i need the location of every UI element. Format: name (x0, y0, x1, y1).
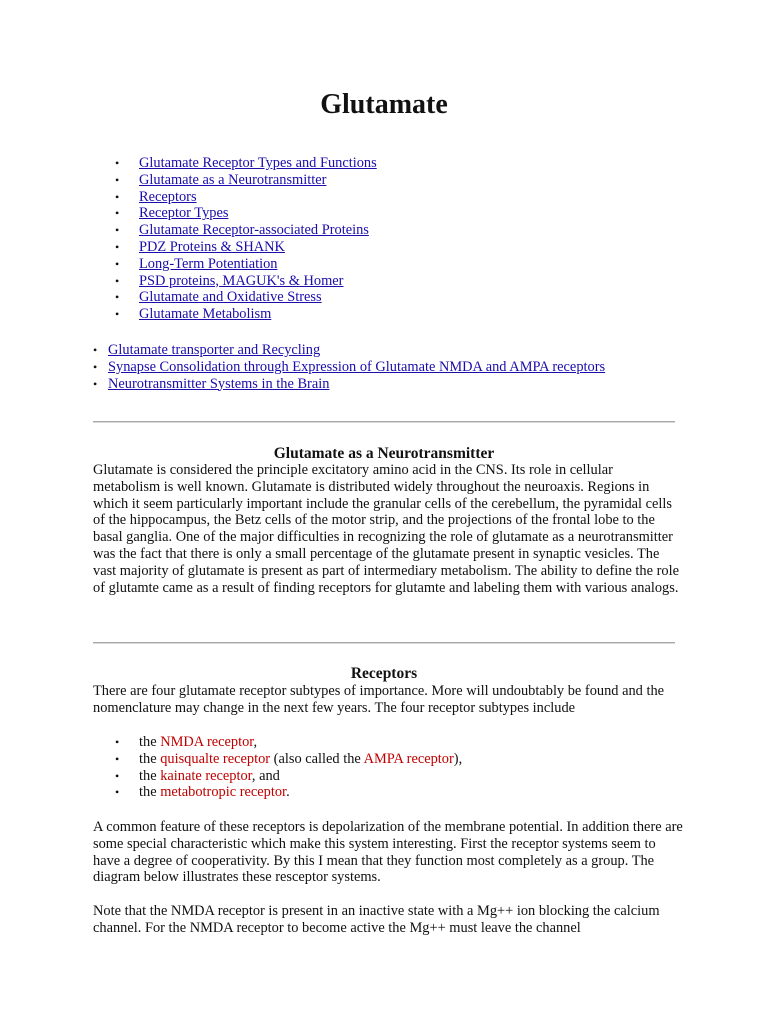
bullet-icon: • (115, 768, 120, 783)
toc-link-pdz-shank[interactable]: PDZ Proteins & SHANK (139, 238, 285, 255)
list-item (93, 358, 606, 376)
bullet-icon: • (115, 307, 120, 322)
list-text: ), (453, 750, 463, 767)
cooperativity-paragraph: A common feature of these receptors is depolarization of the membrane potential. In addition there are some special characteristic which make this system interesting. First the receptor systems seem to have a degree of cooperativity. By this I mean that they function most completely as a group. The diagram below illustrates these resceptor systems. (93, 819, 683, 886)
list-text: , and (251, 767, 280, 784)
bullet-icon: • (93, 359, 98, 374)
kainate-receptor-term: kainate receptor (160, 767, 252, 784)
bullet-icon: • (115, 156, 120, 170)
bullet-icon: • (115, 273, 120, 288)
list-item (115, 767, 462, 785)
bullet-icon: • (115, 239, 120, 254)
list-item (115, 205, 377, 222)
receptors-intro-paragraph: There are four glutamate receptor subtypes of importance. More will undoubtably be found and the nomenclature may change in the next few years. The four receptor subtypes include (93, 683, 665, 716)
toc-link-associated-proteins[interactable]: Glutamate Receptor-associated Proteins (139, 222, 369, 239)
metabotropic-receptor-term: metabotropic receptor (160, 784, 287, 801)
section-divider (93, 421, 675, 423)
toc-link-transporter-recycling[interactable]: Glutamate transporter and Recycling (108, 342, 321, 358)
list-item (115, 734, 462, 751)
toc-link-synapse-consolidation[interactable]: Synapse Consolidation through Expression of Glutamate NMDA and AMPA receptors (108, 358, 606, 375)
list-text: the (139, 784, 161, 801)
list-item (115, 238, 377, 256)
list-text: , (253, 734, 258, 750)
list-text: (also called the (270, 750, 364, 767)
bullet-icon: • (115, 206, 120, 221)
receptor-subtype-list (115, 734, 463, 801)
list-item (115, 306, 377, 323)
nmda-receptor-term: NMDA receptor (160, 734, 254, 750)
toc-link-receptors[interactable]: Receptors (139, 188, 197, 205)
list-item (115, 171, 377, 189)
bullet-icon: • (115, 223, 120, 238)
list-item (115, 188, 377, 206)
page-title: Glutamate (320, 89, 448, 120)
toc-link-neurotransmitter-systems[interactable]: Neurotransmitter Systems in the Brain (108, 375, 330, 392)
toc-link-neurotransmitter[interactable]: Glutamate as a Neurotransmitter (139, 171, 327, 188)
list-text: the (139, 767, 161, 784)
toc-link-oxidative-stress[interactable]: Glutamate and Oxidative Stress (139, 289, 322, 306)
list-item (115, 155, 377, 172)
list-item (115, 255, 377, 273)
bullet-icon: • (115, 751, 120, 766)
toc-link-receptor-types-functions[interactable]: Glutamate Receptor Types and Functions (139, 155, 377, 171)
list-text: the (139, 750, 161, 767)
bullet-icon: • (93, 343, 98, 357)
list-item (93, 375, 605, 393)
list-item (93, 342, 605, 359)
bullet-icon: • (115, 256, 120, 271)
toc-link-psd-maguk-homer[interactable]: PSD proteins, MAGUK's & Homer (139, 272, 344, 289)
toc-link-receptor-types[interactable]: Receptor Types (139, 205, 229, 222)
section-divider (93, 642, 675, 644)
bullet-icon: • (93, 376, 98, 391)
toc-link-ltp[interactable]: Long-Term Potentiation (139, 255, 278, 272)
quisqualte-receptor-term: quisqualte receptor (160, 750, 271, 767)
toc-link-metabolism[interactable]: Glutamate Metabolism (139, 306, 272, 323)
ampa-receptor-term: AMPA receptor (363, 750, 454, 767)
list-item (115, 784, 462, 801)
list-text: the (139, 734, 161, 750)
list-item (115, 222, 377, 239)
neurotransmitter-paragraph: Glutamate is considered the principle excitatory amino acid in the CNS. Its role in cellular metabolism is well known. Glutamate is distributed widely throughout the neuroaxis. Regions in which it seem particularly important include the granular cells of the cerebellum, the pyramidal cells of the hippocampus, the Betz cells of the motor strip, and the projections of the frontal lobe to the basal ganglia. One of the major difficulties in recognizing the role of glutamate as a neurotransmitter was the fact that there is only a small percentage of the glutamate present in synaptic vesicles. The vast majority of glutamate is present as part of intermediary metabolism. The ability to define the role of glutamte came as a result of finding receptors for glutamte and labeling them with various analogs. (93, 462, 679, 596)
table-of-contents-inner (115, 155, 377, 323)
list-item (115, 289, 377, 306)
list-item (115, 750, 463, 768)
bullet-icon: • (115, 785, 120, 800)
bullet-icon: • (115, 290, 120, 305)
bullet-icon: • (115, 189, 120, 204)
bullet-icon: • (115, 735, 120, 749)
table-of-contents-outer (93, 342, 606, 392)
section-heading-neurotransmitter: Glutamate as a Neurotransmitter (273, 445, 495, 462)
bullet-icon: • (115, 172, 120, 187)
list-item (115, 272, 377, 290)
list-text: . (286, 784, 290, 801)
nmda-mg-paragraph: Note that the NMDA receptor is present in an inactive state with a Mg++ ion blocking the calcium channel. For the NMDA receptor to become active the Mg++ must leave the channel (93, 903, 660, 936)
section-heading-receptors: Receptors (350, 665, 418, 682)
